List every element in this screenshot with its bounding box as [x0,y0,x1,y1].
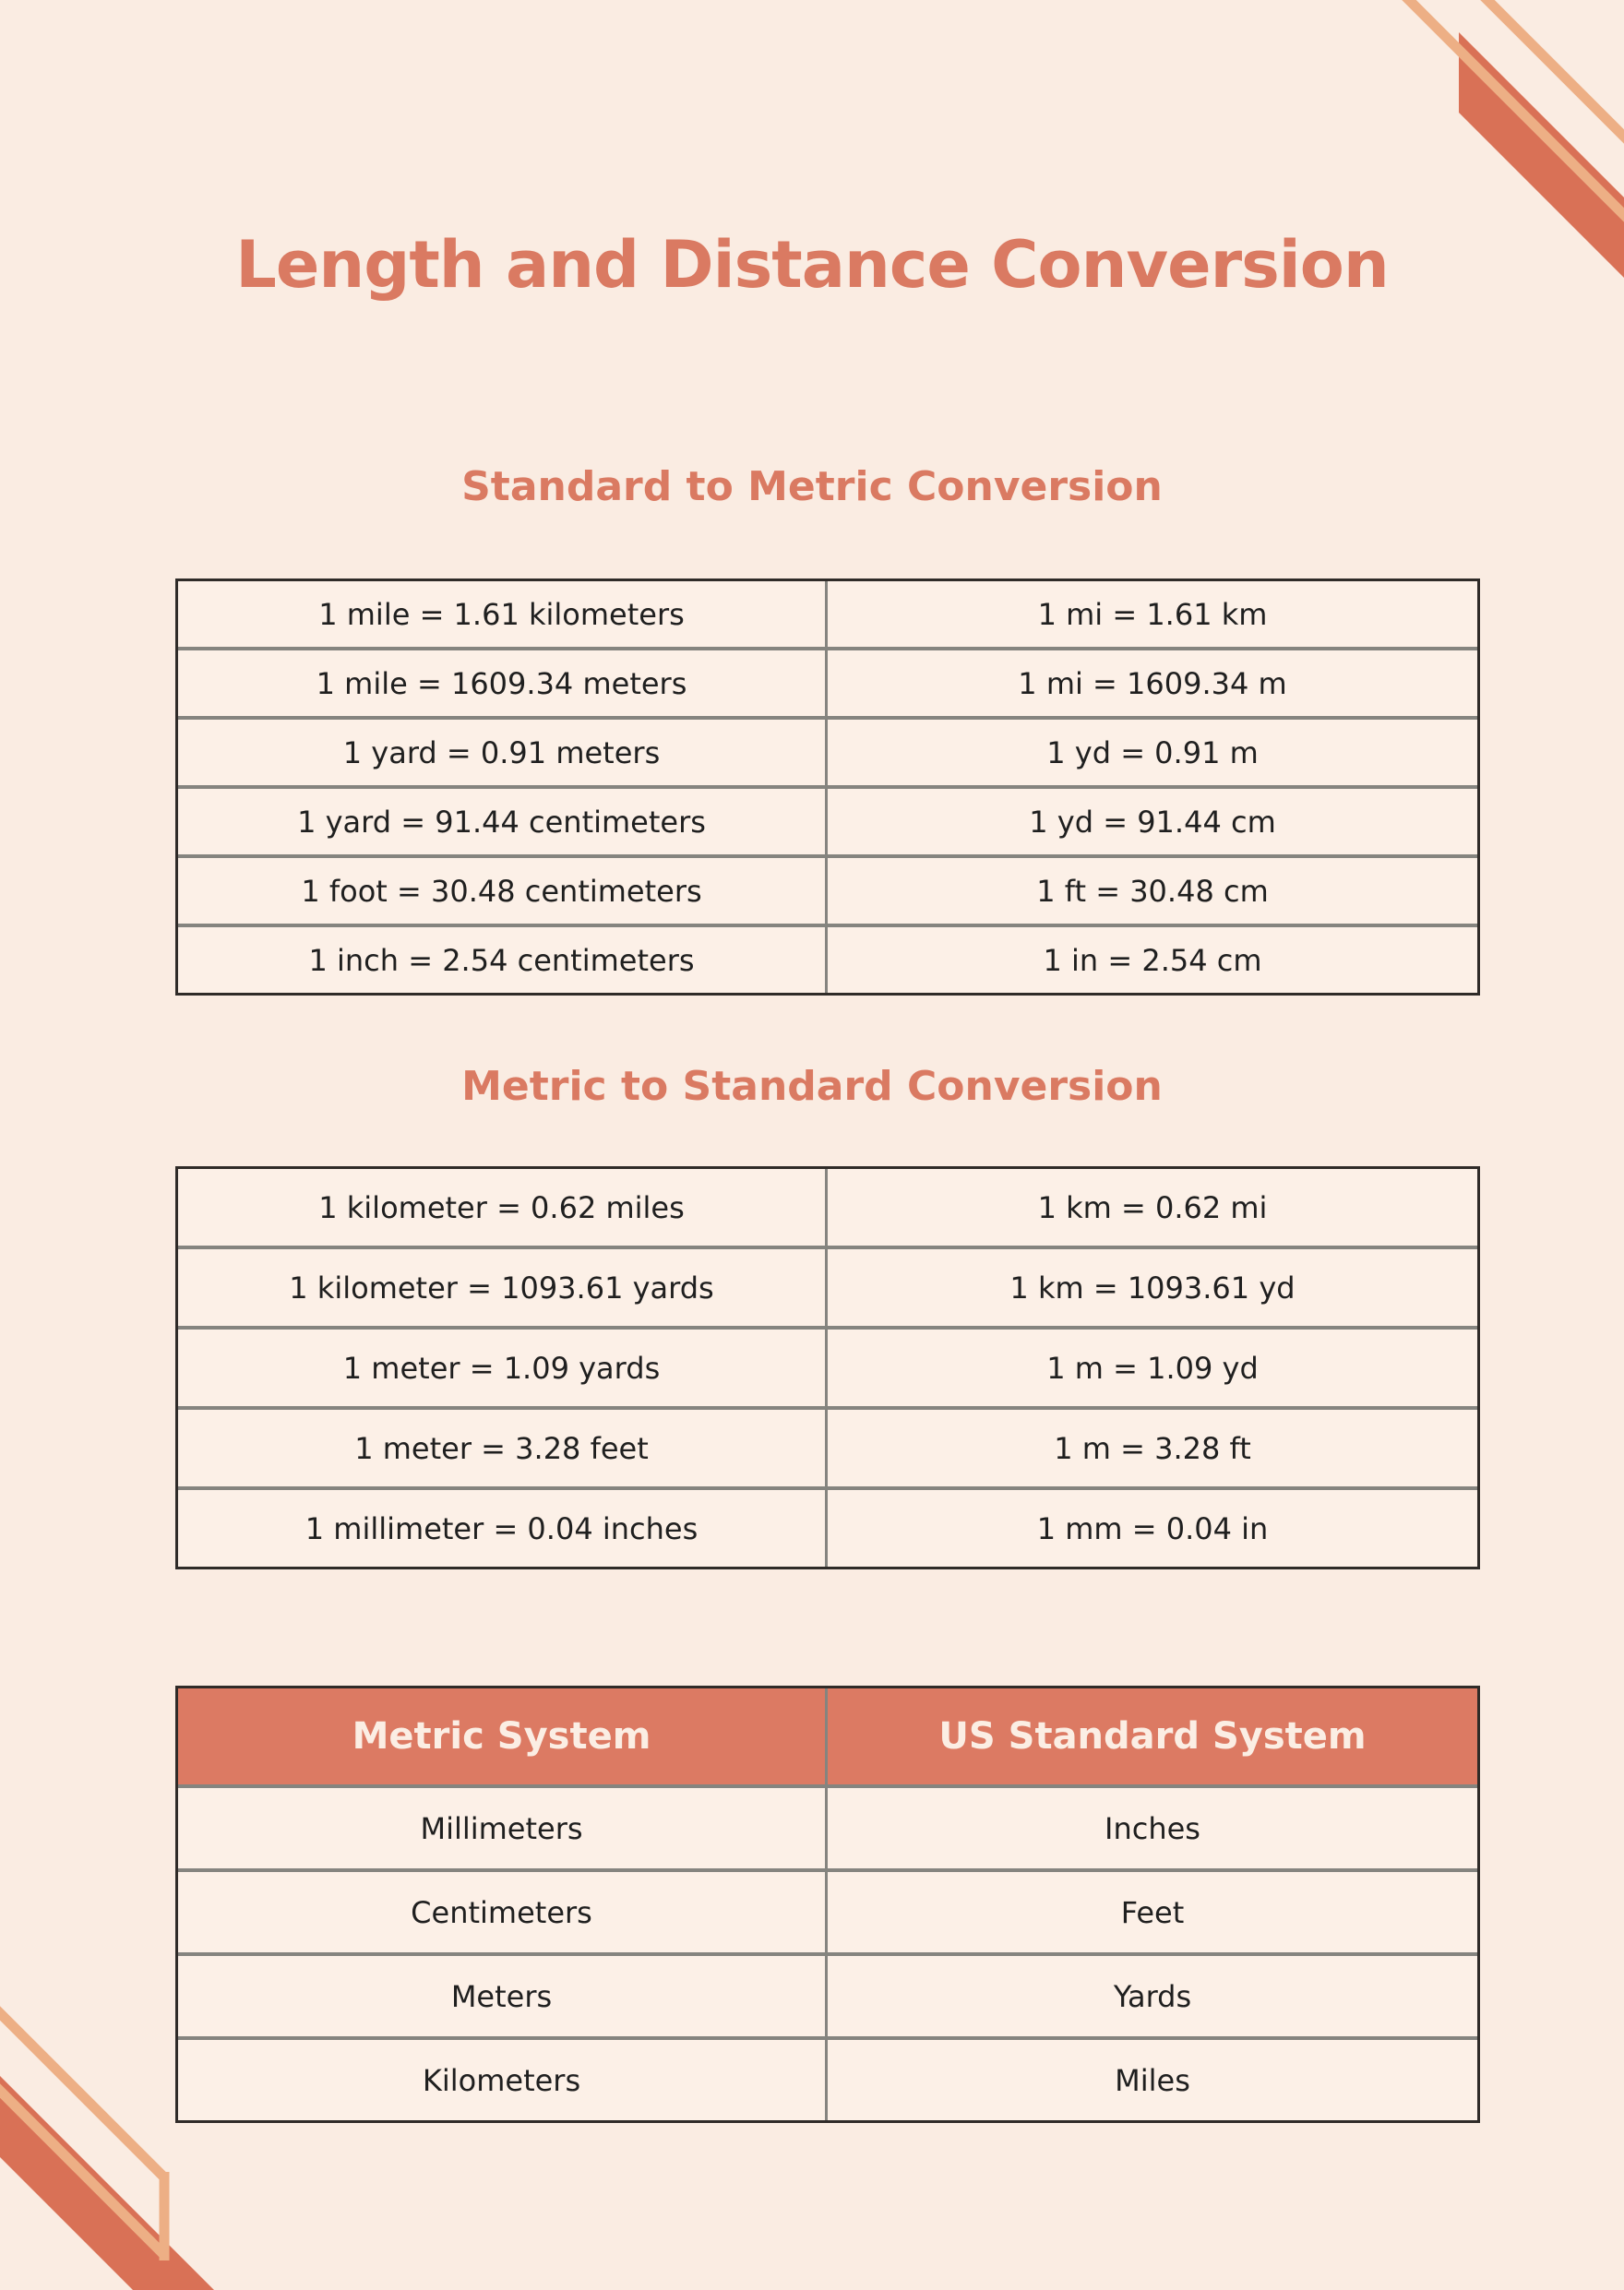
table-cell: 1 inch = 2.54 centimeters [178,927,828,993]
table-row [178,1330,1477,1410]
table-cell: 1 yd = 0.91 m [828,720,1477,789]
table-cell: Kilometers [178,2040,828,2120]
table-row [178,789,1477,858]
table-cell: 1 yard = 91.44 centimeters [178,789,828,858]
table-cell: Yards [828,1956,1477,2040]
section-heading-metric-to-standard: Metric to Standard Conversion [461,1063,1163,1110]
table-row [178,1410,1477,1490]
table-cell: 1 yd = 91.44 cm [828,789,1477,858]
table-row [178,650,1477,720]
bottom-left-ribbon-stripe-outer [0,2006,164,2177]
table-cell: Inches [828,1788,1477,1872]
table-cell: Miles [1115,2062,1190,2098]
metric-system-header: Metric System [178,1688,828,1788]
table-header-row [178,1688,1477,1788]
top-right-ribbon-stripe-inner [1402,0,1624,233]
table-cell: 1 yard = 0.91 meters [178,720,828,789]
table-cell: 1 m = 1.09 yd [828,1330,1477,1410]
table-cell: 1 m = 3.28 ft [828,1410,1477,1490]
table-cell: 1 mile = 1609.34 meters [178,650,828,720]
table-cell: 1 millimeter = 0.04 inches [178,1490,828,1567]
table-row [178,858,1477,927]
table-row [178,1788,1477,1872]
table-row [178,927,1477,993]
table-cell: 1 mm = 0.04 in [1036,1510,1269,1546]
table-row [178,2040,1477,2120]
table-cell: 1 mile = 1.61 kilometers [178,581,828,650]
table-cell: 1 km = 1093.61 yd [828,1249,1477,1330]
standard-to-metric-table [175,578,1480,996]
top-right-ribbon-stripe-outer [1480,0,1624,155]
table-cell: 1 meter = 3.28 feet [178,1410,828,1490]
table-cell: 1 ft = 30.48 cm [828,858,1477,927]
table-row [178,581,1477,650]
table-cell: 1 in = 2.54 cm [1043,942,1262,978]
us-standard-system-header: US Standard System [828,1688,1477,1788]
page-title: Length and Distance Conversion [235,227,1389,303]
metric-to-standard-table [175,1166,1480,1569]
bottom-left-ribbon-stripe-inner [0,2083,165,2256]
table-cell: 1 meter = 1.09 yards [178,1330,828,1410]
table-cell: 1 mi = 1609.34 m [828,650,1477,720]
measurement-systems-table [175,1686,1480,2123]
table-row [178,1249,1477,1330]
table-cell: 1 kilometer = 0.62 miles [178,1169,828,1249]
table-cell: Millimeters [178,1788,828,1872]
table-cell: 1 mi = 1.61 km [828,581,1477,650]
table-row [178,1956,1477,2040]
table-row [178,1872,1477,1956]
table-cell: 1 kilometer = 1093.61 yards [178,1249,828,1330]
table-cell: 1 foot = 30.48 centimeters [178,858,828,927]
section-heading-standard-to-metric: Standard to Metric Conversion [461,463,1163,510]
table-row [178,1490,1477,1567]
table-row [178,720,1477,789]
table-cell: Centimeters [178,1872,828,1956]
table-cell: Meters [178,1956,828,2040]
table-row [178,1169,1477,1249]
table-cell: 1 km = 0.62 mi [828,1169,1477,1249]
table-cell: Feet [828,1872,1477,1956]
